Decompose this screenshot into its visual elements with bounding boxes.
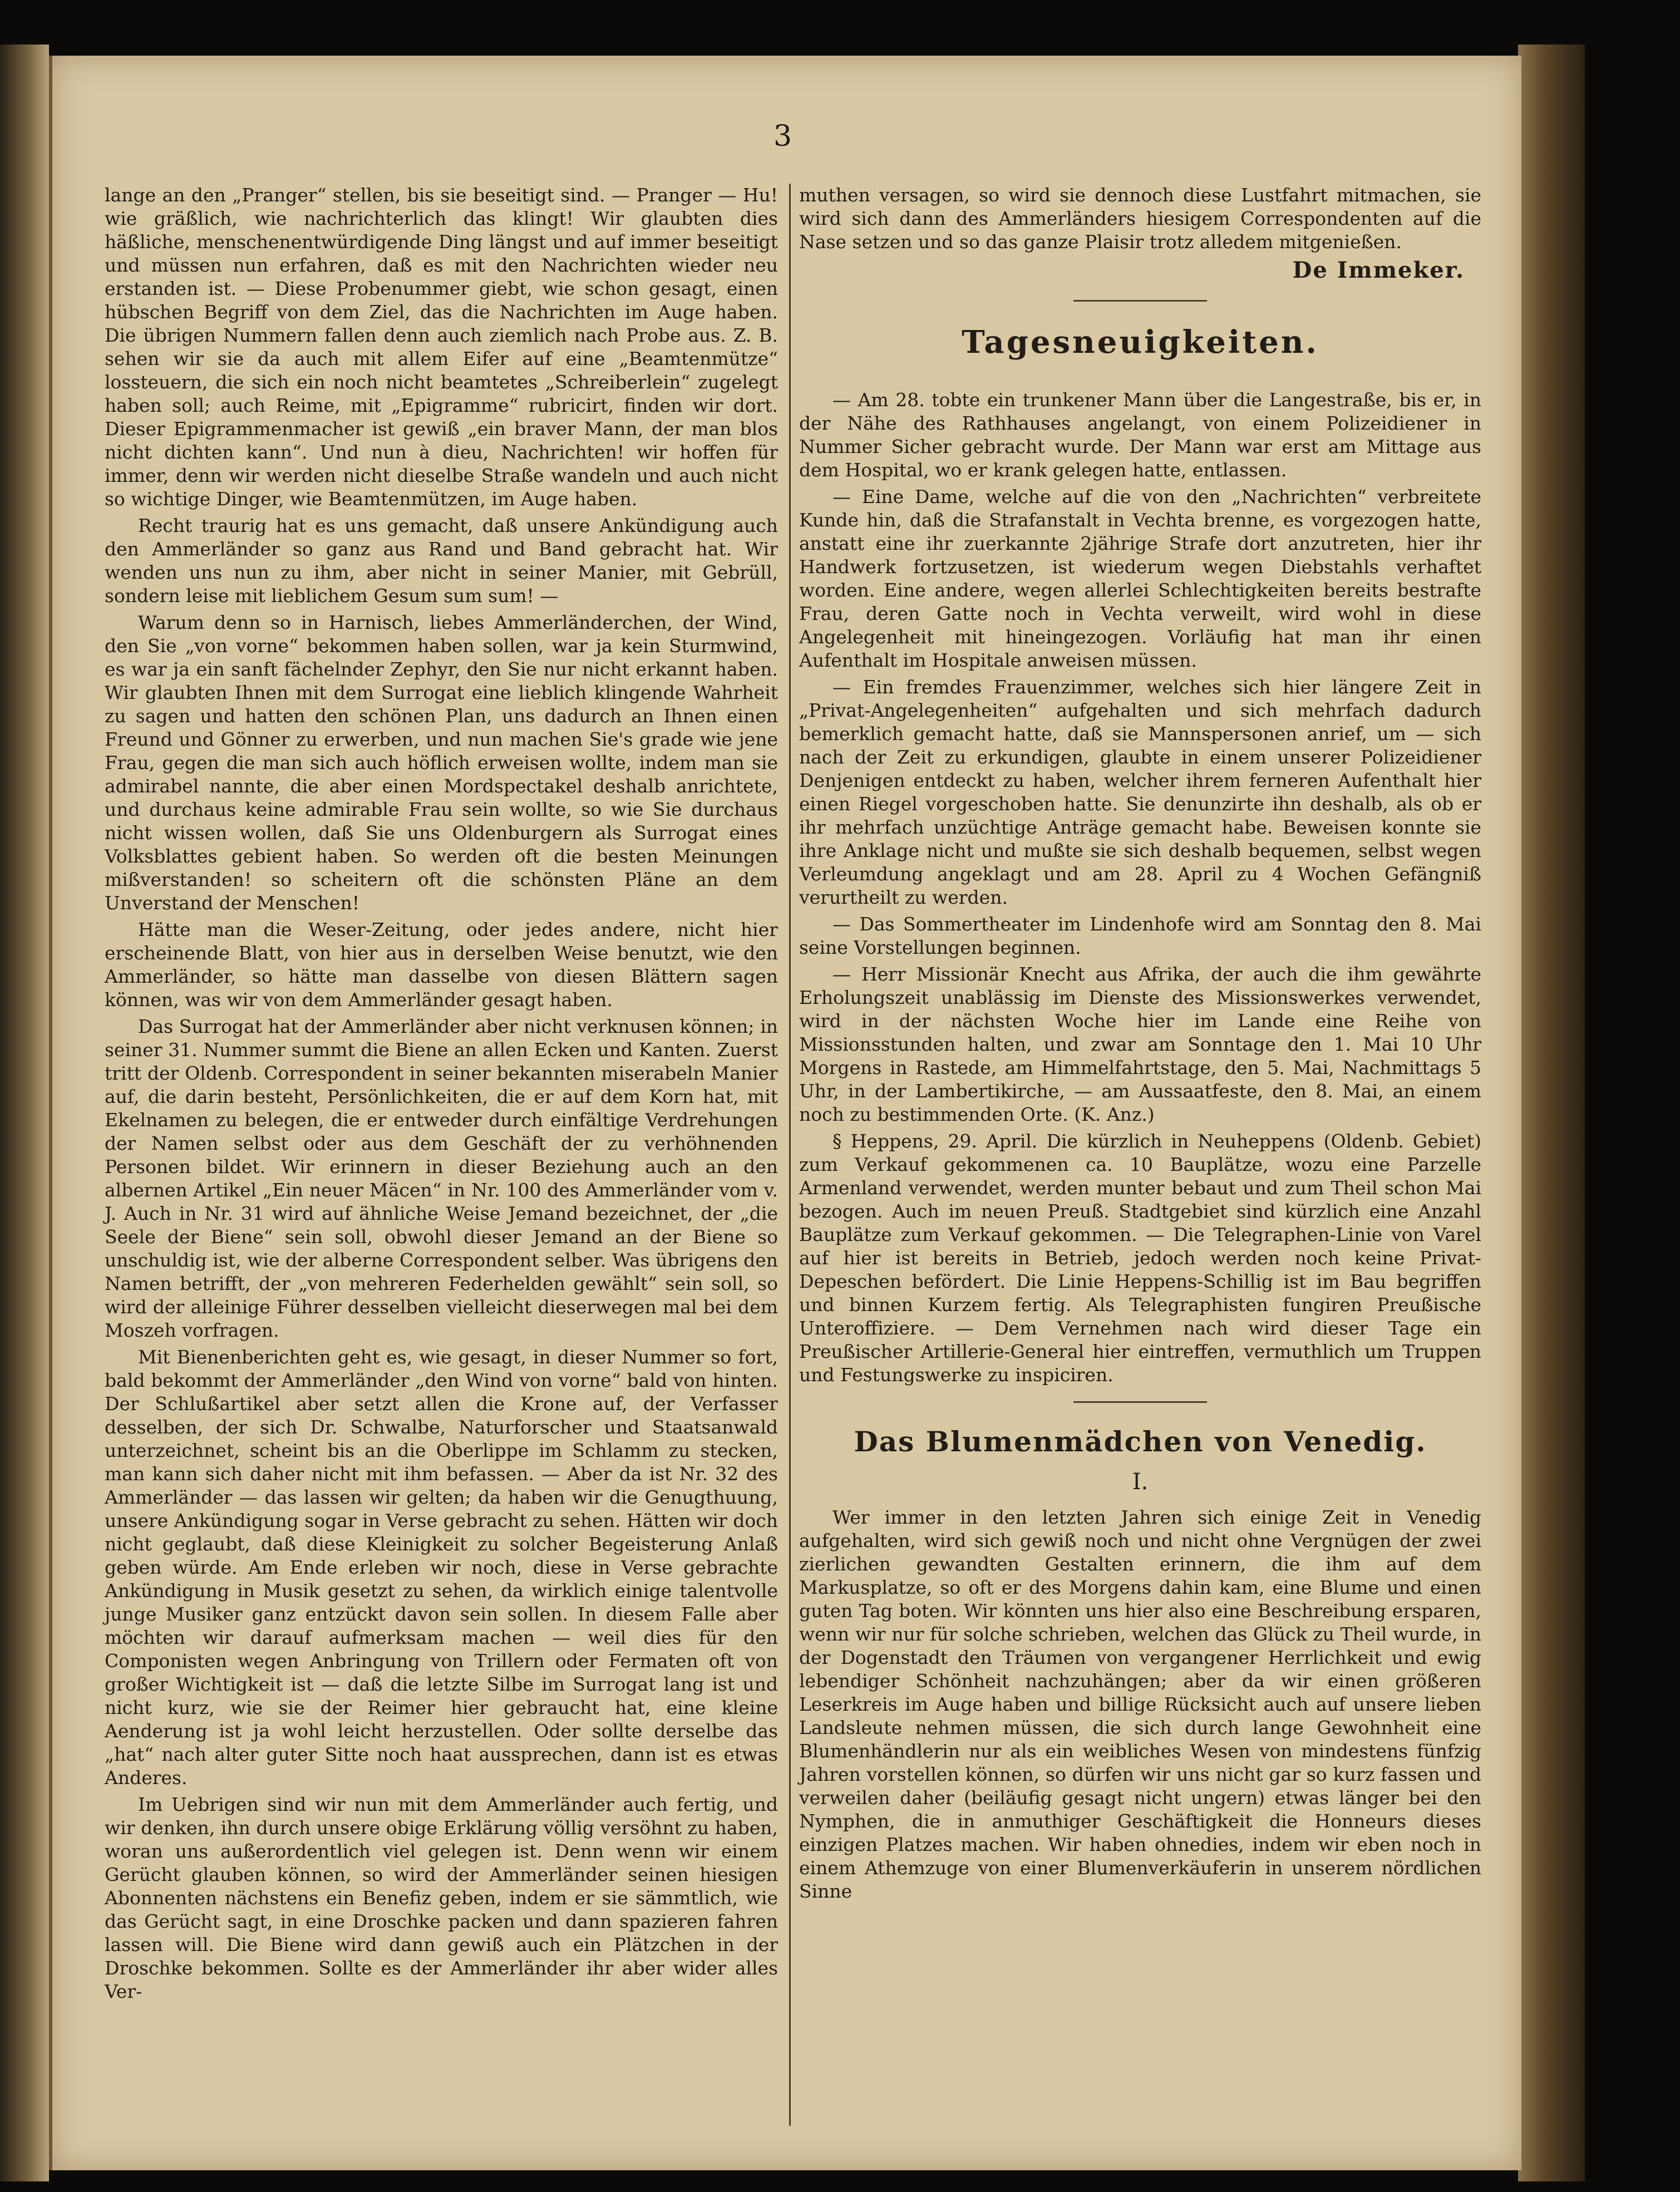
left-paragraph-1: lange an den „Pranger“ stellen, bis sie beseitigt sind. — Pranger — Hu! wie gräßlich, wie nachrichterlich das klingt! Wir glaubten dies häßliche, menschenentwürdigende Ding längst und auf immer beseitigt und müssen nun erfahren, daß es mit den Nachrichten wieder neu erstanden ist. — Diese Probenummer giebt, wie schon gesagt, einen hübschen Begriff von dem Ziel, das die Nachrichten im Auge haben. Die übrigen Nummern fallen denn auch ziemlich nach Probe aus. Z. B. sehen wir sie da auch mit allem Eifer auf eine „Beamtenmütze“ lossteuern, die sich ein noch nicht beamtetes „Schreiberlein“ zugelegt haben soll; auch Reime, mit „Epigramme“ rubricirt, finden wir dort. Dieser Epigrammenmacher ist gewiß „ein braver Mann, der man blos nicht dichten kann“. Und nun à dieu, Nachrichten! wir hoffen für immer, denn wir werden nicht dieselbe Straße wandeln und auch nicht so wichtige Dinger, wie Beamtenmützen, im Auge haben.	[105, 184, 778, 510]
chapter-number: I.	[1132, 1469, 1149, 1495]
article-signature: De Immeker.	[1292, 257, 1465, 283]
page-number: 3	[774, 120, 792, 153]
news-item-4: — Das Sommertheater im Lindenhofe wird am Sonntag den 8. Mai seine Vorstellungen beginnen.	[799, 913, 1481, 958]
story-paragraph: Wer immer in den letzten Jahren sich einige Zeit in Venedig aufgehalten, wird sich gewiß noch und nicht ohne Vergnügen der zwei zierlichen gewandten Gestalten erinnern, die ihm auf dem Markusplatze, so oft er des Morgens dahin kam, eine Blume und einen guten Tag boten. Wir könnten uns hier also eine Beschreibung ersparen, wenn wir nur für solche schrieben, welchen das Glück zu Theil wurde, in der Dogenstadt den Träumen von vergangener Herrlichkeit und ewig lebendiger Schönheit nachzuhängen; aber da wir einen größeren Leserkreis im Auge haben und billige Rücksicht auch auf unsere lieben Landsleute nehmen müssen, die sich durch lange Gewohnheit eine Blumenhändlerin nur als ein weibliches Wesen von mindestens fünfzig Jahren vorstellen können, so dürfen wir uns nicht gar so kurz fassen und verweilen daher (beiläufig gesagt nicht ungern) etwas länger bei den Nymphen, die in anmuthiger Geschäftigkeit die Honneurs dieses einzigen Platzes machen. Wir haben ohnedies, indem wir eben noch in einem Athemzuge von einer Blumenverkäuferin in unserem nördlichen Sinne	[799, 1506, 1481, 1902]
left-paragraph-4: Hätte man die Weser-Zeitung, oder jedes andere, nicht hier erscheinende Blatt, von hier aus in derselben Weise benutzt, wie den Ammerländer, so hätte man dasselbe von diesen Blättern sagen können, was wir von dem Ammerländer gesagt haben.	[105, 919, 778, 1011]
section-divider	[1073, 300, 1207, 302]
section-title: Tagesneuigkeiten.	[962, 324, 1319, 361]
news-item-1: — Am 28. tobte ein trunkener Mann über die Langestraße, bis er, in der Nähe des Rathhauses angelangt, von einem Polizeidiener in Nummer Sicher gebracht wurde. Der Mann war erst am Mittage aus dem Hospital, wo er krank gelegen hatte, entlassen.	[799, 389, 1481, 481]
news-item-3: — Ein fremdes Frauenzimmer, welches sich hier längere Zeit in „Privat-Angelegenheiten“ aufgehalten und sich mehrfach dadurch bemerklich gemacht hatte, daß sie Mannspersonen anrief, um — sich nach der Zeit zu erkundigen, glaubte in einem unserer Polizeidiener Denjenigen entdeckt zu haben, welcher ihrem ferneren Aufenthalt hier einen Riegel vorgeschoben hatte. Sie denunzirte ihn deshalb, als ob er ihr mehrfach unzüchtige Anträge gemacht habe. Beweisen konnte sie ihre Anklage nicht und mußte sie sich deshalb bequemen, selbst wegen Verleumdung angeklagt und am 28. April zu 4 Wochen Gefängniß verurtheilt zu werden.	[799, 676, 1481, 908]
left-paragraph-7: Im Uebrigen sind wir nun mit dem Ammerländer auch fertig, und wir denken, ihn durch unsere obige Erklärung völlig versöhnt zu haben, woran uns außerordentlich viel gelegen ist. Denn wenn wir einem Gerücht glauben können, so wird der Ammerländer seinen hiesigen Abonnenten nächstens ein Benefiz geben, indem er sie sämmtlich, wie das Gerücht sagt, in eine Droschke packen und dann spazieren fahren lassen will. Die Biene wird dann gewiß auch ein Plätzchen in der Droschke bekommen. Sollte es der Ammerländer ihr aber wider alles Ver-	[105, 1794, 778, 2002]
news-item-6: § Heppens, 29. April. Die kürzlich in Neuheppens (Oldenb. Gebiet) zum Verkauf gekommenen ca. 10 Bauplätze, wozu eine Parzelle Armenland verwendet, werden munter bebaut und zum Theil schon Mai bezogen. Auch im neuen Preuß. Stadtgebiet sind kürzlich eine Anzahl Bauplätze zum Verkauf gekommen. — Die Telegraphen-Linie von Varel auf hier ist bereits in Betrieb, jedoch werden noch keine Privat-Depeschen befördert. Die Linie Heppens-Schillig ist im Bau begriffen und binnen Kurzem fertig. Als Telegraphisten fungiren Preußische Unteroffiziere. — Dem Vernehmen nach wird dieser Tage ein Preußischer Artillerie-General hier eintreffen, vermuthlich um Truppen und Festungswerke zu inspiciren.	[799, 1130, 1481, 1386]
left-paragraph-3: Warum denn so in Harnisch, liebes Ammerländerchen, der Wind, den Sie „von vorne“ bekommen haben sollen, war ja kein Sturmwind, es war ja ein sanft fächelnder Zephyr, den Sie nur nicht erkannt haben. Wir glaubten Ihnen mit dem Surrogat eine lieblich klingende Wahrheit zu sagen und hatten den schönen Plan, uns dadurch an Ihnen einen Freund und Gönner zu erwerben, und nun machen Sie's grade wie jene Frau, gegen die man sich auch höflich erweisen wollte, indem man sie admirabel nannte, die aber einen Mordspectakel deshalb anrichtete, und durchaus keine admirable Frau sein wollte, so wie Sie durchaus nicht wissen wollen, daß Sie uns Oldenburgern als Surrogat eines Volksblattes gebient haben. So werden oft die besten Meinungen mißverstanden! so scheitern oft die schönsten Pläne an dem Unverstand der Menschen!	[105, 612, 778, 914]
book-spine-left	[0, 45, 49, 2181]
book-edge-right	[1518, 45, 1585, 2181]
left-paragraph-2: Recht traurig hat es uns gemacht, daß unsere Ankündigung auch den Ammerländer so ganz aus Rand und Band gebracht hat. Wir wenden uns nun zu ihm, aber nicht in seiner Manier, mit Gebrüll, sondern leise mit lieblichem Gesum sum sum! —	[105, 515, 778, 607]
story-title: Das Blumenmädchen von Venedig.	[854, 1425, 1427, 1458]
column-divider	[789, 184, 791, 2126]
story-divider	[1073, 1401, 1207, 1403]
left-column	[105, 184, 778, 2007]
right-continuation: muthen versagen, so wird sie dennoch diese Lustfahrt mitmachen, sie wird sich dann des Ammerländers hiesigem Correspondenten auf die Nase setzen und so das ganze Plaisir trotz alledem mitgenießen.	[799, 184, 1481, 253]
right-column	[799, 184, 1481, 1907]
left-paragraph-6: Mit Bienenberichten geht es, wie gesagt, in dieser Nummer so fort, bald bekommt der Ammerländer „den Wind von vorne“ bald von hinten. Der Schlußartikel aber setzt allen die Krone auf, der Verfasser desselben, der sich Dr. Schwalbe, Naturforscher und Staatsanwald unterzeichnet, scheint bis an die Oberlippe im Schlamm zu stecken, man kann sich daher nicht mit ihm befassen. — Aber da ist Nr. 32 des Ammerländer — das lassen wir gelten; da haben wir die Genugthuung, unsere Ankündigung sogar in Verse gebracht zu sehen. Hätten wir doch nicht geglaubt, daß diese Kleinigkeit zu solcher Begeisterung Anlaß geben würde. Am Ende erleben wir noch, diese in Verse gebrachte Ankündigung in Musik gesetzt zu sehen, da wirklich einige talentvolle junge Musiker ganz entzückt davon sein sollen. In diesem Falle aber möchten wir darauf aufmerksam machen — weil dies für den Componisten wegen Anbringung von Trillern oder Fermaten oft von großer Wichtigkeit ist — daß die letzte Silbe im Surrogat lang ist und nicht kurz, wie sie der Reimer hier gebraucht hat, eine kleine Aenderung ist ja wohl leicht herzustellen. Oder sollte derselbe das „hat“ nach alter guter Sitte noch haat aussprechen, dann ist es etwas Anderes.	[105, 1346, 778, 1789]
news-item-2: — Eine Dame, welche auf die von den „Nachrichten“ verbreitete Kunde hin, daß die Strafanstalt in Vechta brenne, es vorgezogen hatte, anstatt eine ihr zuerkannte 2jährige Strafe dort anzutreten, hier ihr Handwerk fortzusetzen, ist wiederum wegen Diebstahls verhaftet worden. Eine andere, wegen allerlei Schlechtigkeiten bereits bestrafte Frau, deren Gatte noch in Vechta verweilt, wird wohl in diese Angelegenheit mit hineingezogen. Vorläufig hat man ihr einen Aufenthalt im Hospitale anweisen müssen.	[799, 486, 1481, 671]
left-paragraph-5: Das Surrogat hat der Ammerländer aber nicht verknusen können; in seiner 31. Nummer summt die Biene an allen Ecken und Kanten. Zuerst tritt der Oldenb. Correspondent in seiner bekannten miserabeln Manier auf, die darin besteht, Persönlichkeiten, die er auf dem Korn hat, mit Ekelnamen zu belegen, die er entweder durch einfältige Verdrehungen der Namen selbst oder aus dem Geschäft der zu verhöhnenden Personen bildet. Wir erinnern in dieser Beziehung auch an den albernen Artikel „Ein neuer Mäcen“ in Nr. 100 des Ammerländer vom v. J. Auch in Nr. 31 wird auf ähnliche Weise Jemand bezeichnet, der „die Seele der Biene“ sein soll, obwohl dieser Jemand an der Biene so unschuldig ist, wie der alberne Correspondent selber. Was übrigens den Namen betrifft, der „von mehreren Federhelden gewählt“ sein soll, so wird der alleinige Führer desselben vielleicht dieserwegen mal bei dem Moszeh vorfragen.	[105, 1016, 778, 1341]
news-item-5: — Herr Missionär Knecht aus Afrika, der auch die ihm gewährte Erholungszeit unablässig im Dienste des Missionswerkes verwendet, wird in der nächsten Woche hier im Lande eine Reihe von Missionsstunden halten, und zwar am Sonntage den 1. Mai 10 Uhr Morgens in Rastede, am Himmelfahrtstage, den 5. Mai, Nachmittags 5 Uhr, in der Lambertikirche, — am Aussaatfeste, den 8. Mai, an einem noch zu bestimmenden Orte. (K. Anz.)	[799, 963, 1481, 1125]
